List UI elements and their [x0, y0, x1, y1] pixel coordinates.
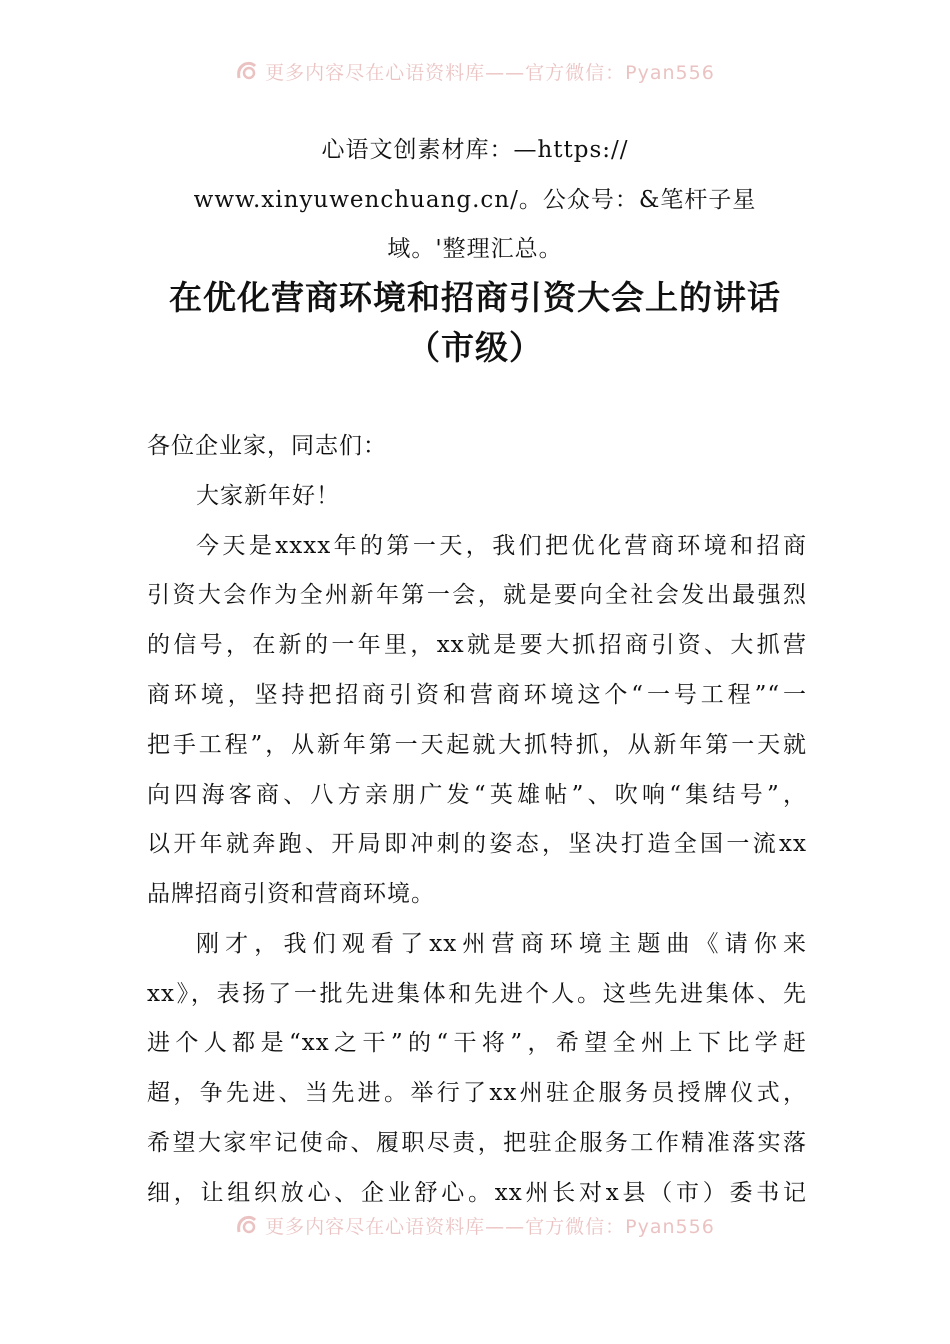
- paragraph-2-line: 超，争先进、当先进。举行了xx州驻企服务员授牌仪式，: [147, 1080, 807, 1106]
- paragraph-1-line: 品牌招商引资和营商环境。: [147, 881, 435, 907]
- brand-logo-icon: [235, 1214, 259, 1238]
- greeting: 大家新年好！: [196, 483, 340, 509]
- document-title: 在优化营商环境和招商引资大会上的讲话: [169, 278, 781, 317]
- source-line-1: 心语文创素材库：—https://: [321, 137, 629, 163]
- paragraph-1-line: 今天是xxxx年的第一天，我们把优化营商环境和招商: [196, 533, 807, 559]
- paragraph-1-line: 的信号，在新的一年里，xx就是要大抓招商引资、大抓营: [147, 632, 807, 658]
- watermark-text: 更多内容尽在心语资料库——官方微信：Pyan556: [265, 62, 715, 84]
- document-subtitle: （市级）: [407, 328, 543, 367]
- watermark-bottom: [0, 1212, 950, 1238]
- paragraph-2-line: 进个人都是“xx之干”的“干将”，希望全州上下比学赶: [147, 1030, 807, 1056]
- watermark-top: [0, 58, 950, 84]
- paragraph-1-line: 商环境，坚持把招商引资和营商环境这个“一号工程”“一: [147, 682, 807, 708]
- source-line-3: 域。'整理汇总。: [387, 236, 563, 262]
- brand-logo-icon: [235, 60, 259, 84]
- paragraph-1-line: 以开年就奔跑、开局即冲刺的姿态，坚决打造全国一流xx: [147, 831, 807, 857]
- paragraph-1-line: 把手工程”，从新年第一天起就大抓特抓，从新年第一天就: [147, 732, 807, 758]
- paragraph-2-line: 细，让组织放心、企业舒心。xx州长对x县（市）委书记: [147, 1180, 807, 1206]
- paragraph-2-line: 希望大家牢记使命、履职尽责，把驻企服务工作精准落实落: [147, 1130, 807, 1156]
- paragraph-1-line: 向四海客商、八方亲朋广发“英雄帖”、吹响“集结号”，: [147, 782, 807, 808]
- paragraph-2-line: xx》，表扬了一批先进集体和先进个人。这些先进集体、先: [147, 981, 807, 1007]
- salutation: 各位企业家，同志们：: [147, 433, 387, 459]
- source-line-2: www.xinyuwenchuang.cn/。公众号：&笔杆子星: [193, 187, 757, 213]
- paragraph-1-line: 引资大会作为全州新年第一会，就是要向全社会发出最强烈: [147, 582, 807, 608]
- paragraph-2-line: 刚才，我们观看了xx州营商环境主题曲《请你来: [196, 931, 807, 957]
- watermark-text: 更多内容尽在心语资料库——官方微信：Pyan556: [265, 1216, 715, 1238]
